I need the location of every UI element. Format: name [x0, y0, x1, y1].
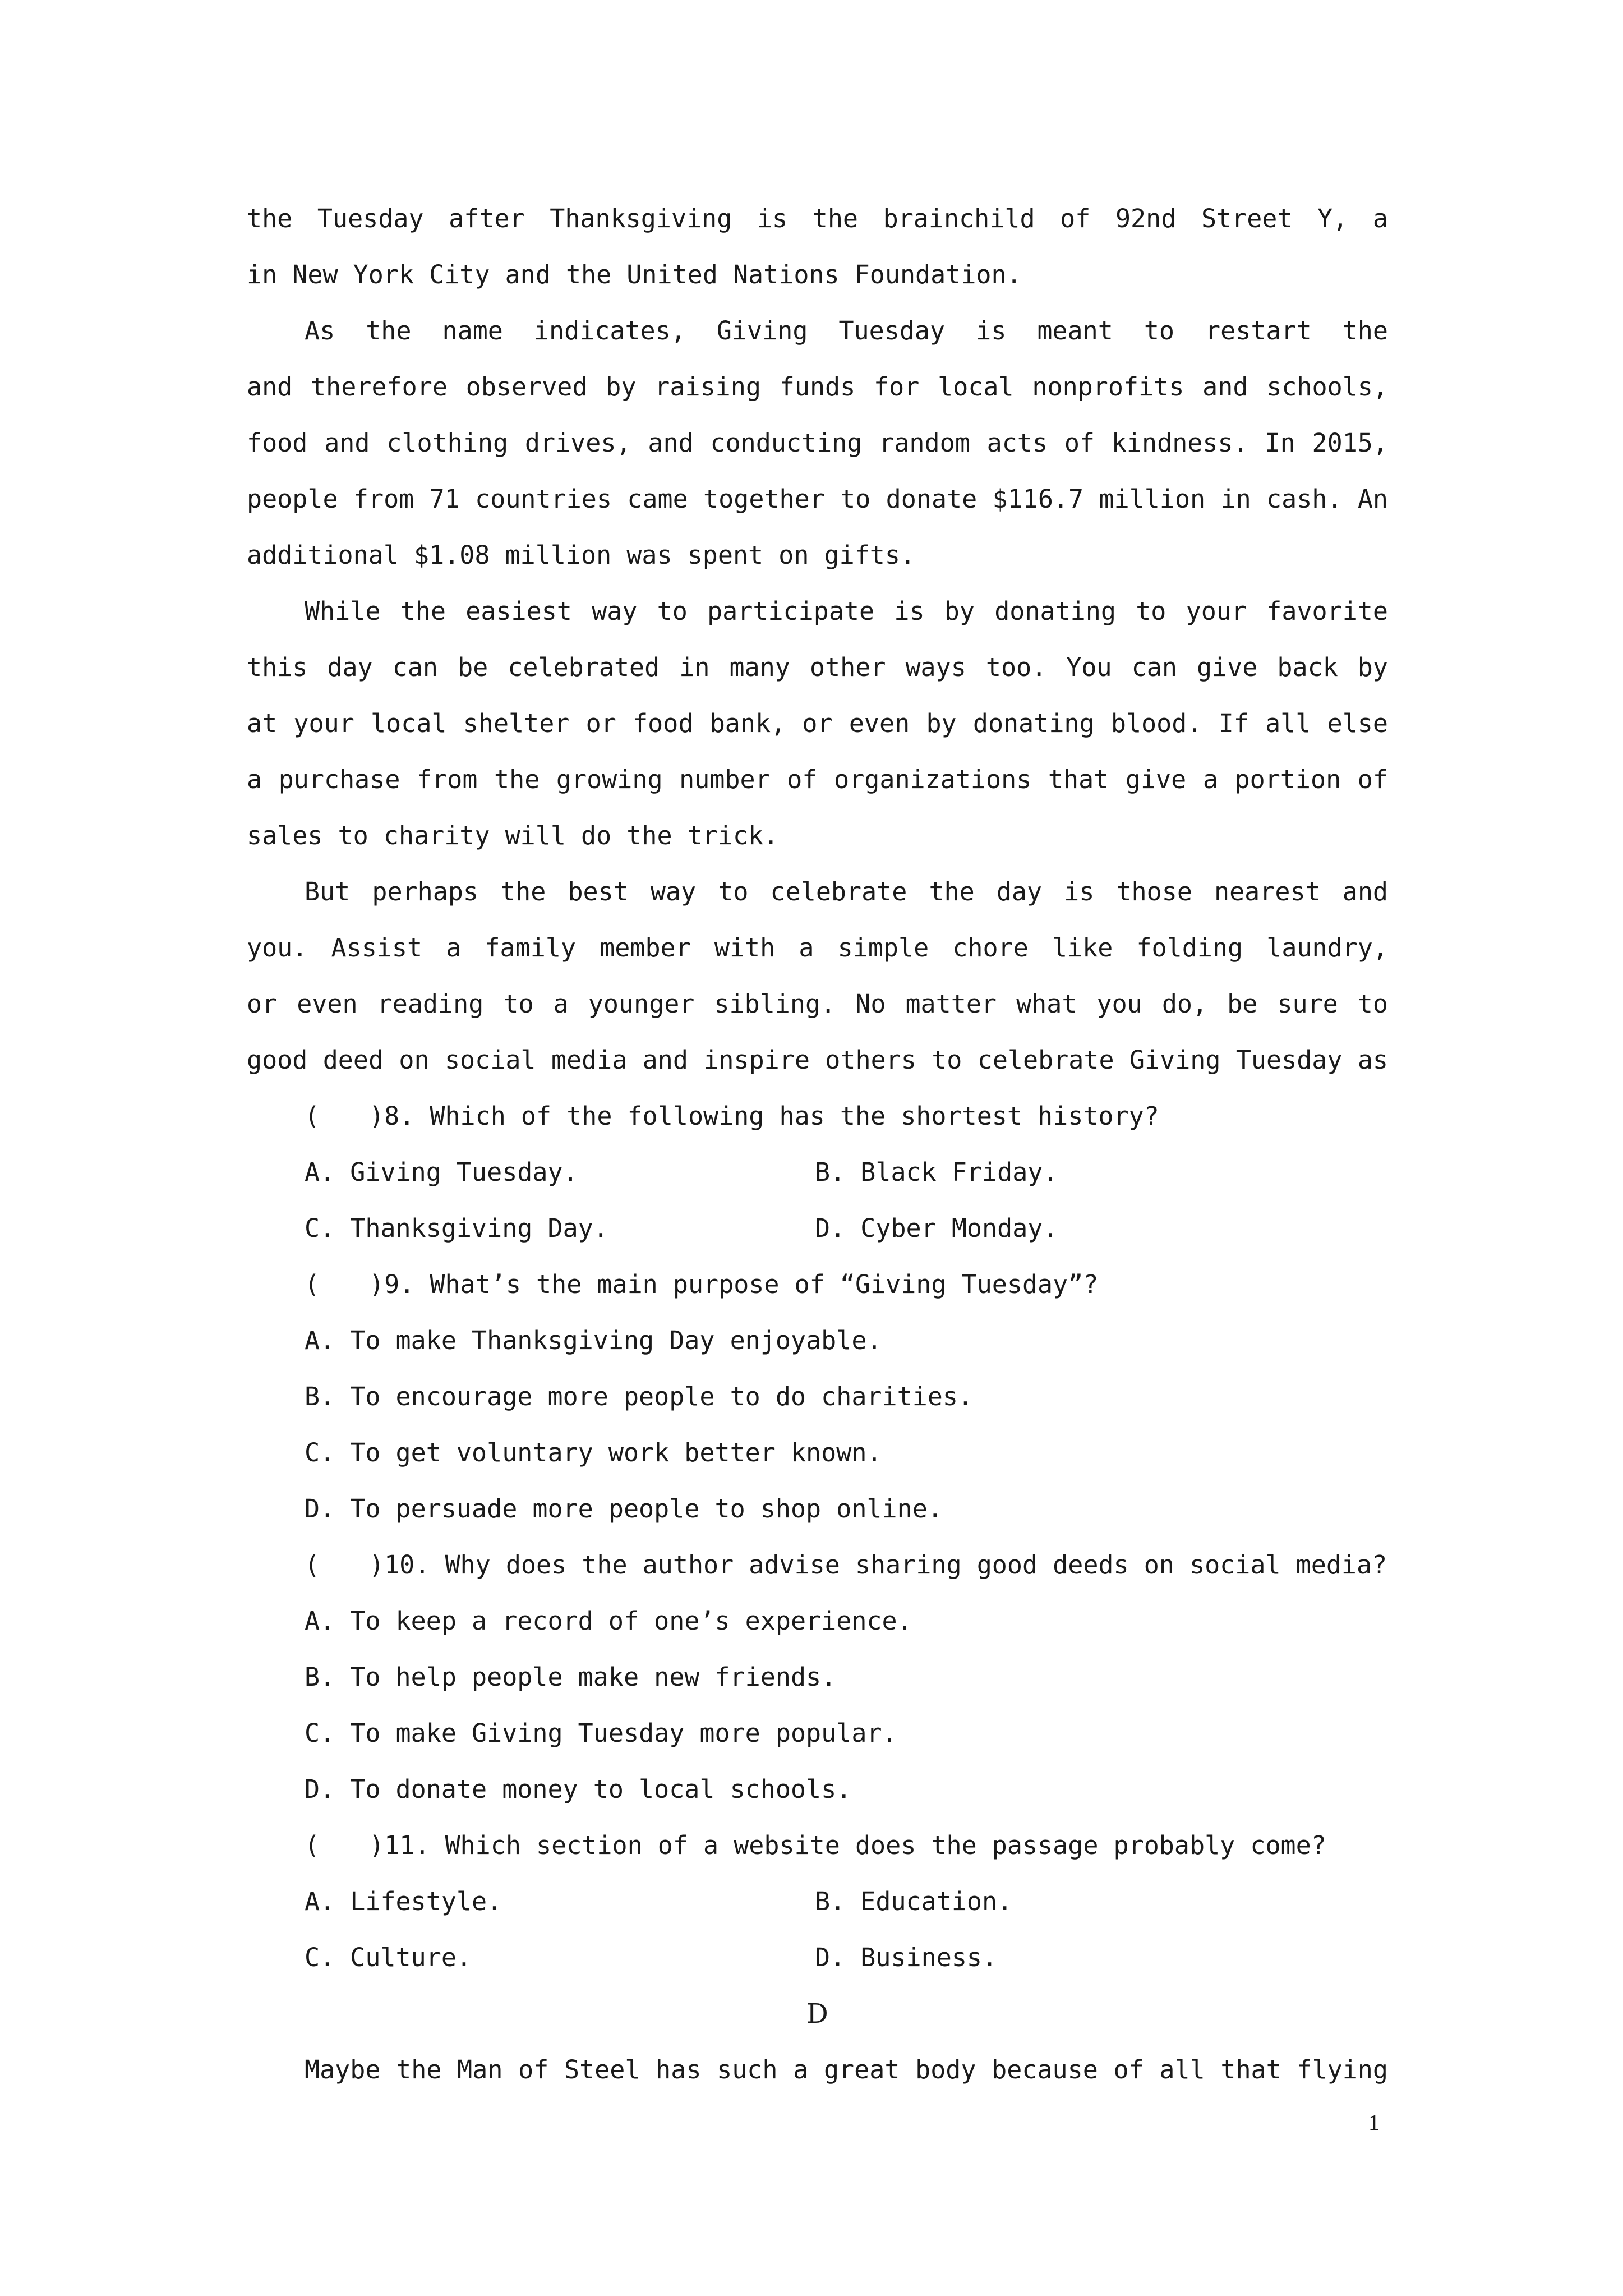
answer-blank[interactable]: ( — [305, 1550, 320, 1580]
text-line: additional $1.08 million was spent on gifts. — [247, 540, 916, 570]
text-line: people from 71 countries came together to donate $116.7 million in cash. An — [247, 484, 1388, 514]
option-c: C. Thanksgiving Day. — [305, 1213, 608, 1243]
text-line: at your local shelter or food bank, or even by donating blood. If all else — [247, 708, 1388, 738]
text-line: While the easiest way to participate is by donating to your favorite — [305, 596, 1388, 626]
text-line: or even reading to a younger sibling. No matter what you do, be sure to — [247, 989, 1388, 1019]
option-row — [247, 1144, 1388, 1200]
paragraph-3 — [247, 583, 1388, 864]
option-b: B. Black Friday. — [815, 1157, 1058, 1187]
document-page — [247, 191, 1388, 2098]
text-line: and therefore observed by raising funds for local nonprofits and schools, — [247, 372, 1388, 402]
question-8 — [247, 1088, 1388, 1257]
option-d: D. Cyber Monday. — [815, 1213, 1058, 1243]
option-d: D. To persuade more people to shop online. — [305, 1494, 943, 1524]
text-line: sales to charity will do the trick. — [247, 821, 779, 850]
text-line: in New York City and the United Nations Foundation. — [247, 260, 1022, 289]
text-line: you. Assist a family member with a simple chore like folding laundry, — [247, 933, 1388, 963]
answer-blank[interactable]: ( — [305, 1269, 320, 1299]
answer-blank[interactable]: ( — [305, 1101, 320, 1131]
question-stem — [247, 1818, 1388, 1874]
option-a: A. Lifestyle. — [305, 1887, 502, 1916]
option-a: A. To keep a record of one’s experience. — [305, 1606, 912, 1636]
section-heading: D — [806, 1998, 828, 2030]
text-line: Maybe the Man of Steel has such a great body because of all that flying — [305, 2055, 1388, 2085]
paragraph-2 — [247, 303, 1388, 583]
paragraph-1 — [247, 191, 1388, 303]
paragraph-4 — [247, 864, 1388, 1088]
question-stem — [247, 1088, 1388, 1144]
option-row — [247, 1930, 1388, 1986]
option-c: C. Culture. — [305, 1943, 472, 1972]
option-a: A. To make Thanksgiving Day enjoyable. — [305, 1326, 882, 1355]
question-text: )9. What’s the main purpose of “Giving Tuesday”? — [369, 1269, 1099, 1299]
text-line: the Tuesday after Thanksgiving is the brainchild of 92nd Street Y, a — [247, 204, 1388, 233]
option-b: B. To encourage more people to do charities. — [305, 1382, 974, 1411]
text-line: good deed on social media and inspire others to celebrate Giving Tuesday as — [247, 1045, 1388, 1075]
option-b: B. To help people make new friends. — [305, 1662, 837, 1692]
text-line: food and clothing drives, and conducting random acts of kindness. In 2015, — [247, 428, 1388, 458]
question-text: )10. Why does the author advise sharing good deeds on social media? — [369, 1550, 1387, 1580]
question-text: )8. Which of the following has the shortest history? — [369, 1101, 1159, 1131]
option-row — [247, 1874, 1388, 1930]
answer-blank[interactable]: ( — [305, 1830, 320, 1860]
question-11 — [247, 1818, 1388, 1986]
option-b: B. Education. — [815, 1887, 1013, 1916]
question-10 — [247, 1537, 1388, 1818]
option-d: D. To donate money to local schools. — [305, 1774, 852, 1804]
text-line: this day can be celebrated in many other ways too. You can give back by — [247, 652, 1388, 682]
option-c: C. To get voluntary work better known. — [305, 1438, 882, 1467]
question-9 — [247, 1257, 1388, 1537]
option-c: C. To make Giving Tuesday more popular. — [305, 1718, 897, 1748]
option-a: A. Giving Tuesday. — [305, 1157, 578, 1187]
question-stem — [247, 1257, 1388, 1313]
option-row — [247, 1200, 1388, 1257]
text-line: As the name indicates, Giving Tuesday is meant to restart the — [305, 316, 1388, 346]
question-stem — [247, 1537, 1388, 1593]
text-line: a purchase from the growing number of organizations that give a portion of — [247, 765, 1388, 794]
option-d: D. Business. — [815, 1943, 998, 1972]
text-line: But perhaps the best way to celebrate the day is those nearest and — [305, 877, 1388, 907]
page-number: 1 — [1368, 2110, 1380, 2135]
question-text: )11. Which section of a website does the passage probably come? — [369, 1830, 1326, 1860]
